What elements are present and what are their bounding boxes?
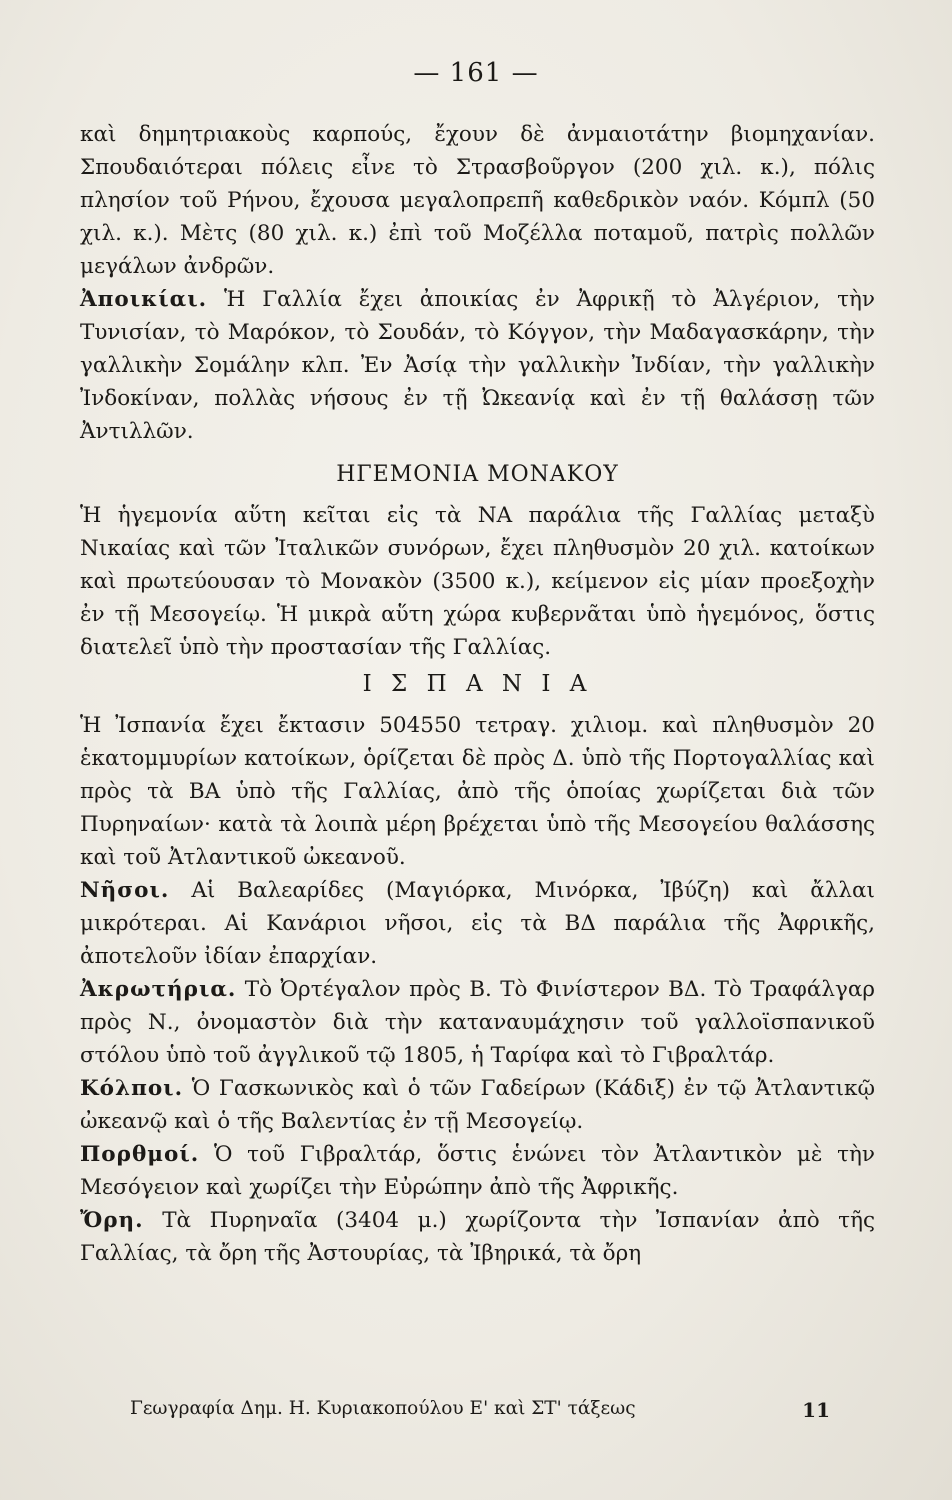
paragraph-gulfs bbox=[80, 1072, 875, 1138]
text-mountains: Τὰ Πυρηναῖα (3404 μ.) χωρίζοντα τὴν Ἰσπανίαν ἀπὸ τῆς Γαλλίας, τὰ ὄρη τῆς Ἀστουρίας, τὰ Ἰβηρικά, τὰ ὄρη bbox=[80, 1208, 875, 1266]
page-number: — 161 — bbox=[413, 58, 539, 88]
paragraph-alsace-cities: καὶ δημητριακοὺς καρπούς, ἔχουν δὲ ἀνμαιοτάτην βιομηχανίαν. Σπουδαιότεραι πόλεις εἶνε τὸ Στρασβοῦργον (200 χιλ. κ.), πόλις πλησίον τοῦ Ρήνου, ἔχουσα μεγαλοπρεπῆ καθεδρικὸν ναόν. Κόμπλ (50 χιλ. κ.). Μὲτς (80 χιλ. κ.) ἐπὶ τοῦ Μοζέλλα ποταμοῦ, πατρὶς πολλῶν μεγάλων ἀνδρῶν. bbox=[80, 122, 875, 279]
text-colonies: Ἡ Γαλλία ἔχει ἀποικίας ἐν Ἀφρικῇ τὸ Ἀλγέριον, τὴν Τυνισίαν, τὸ Μαρόκον, τὸ Σουδάν, τὸ Κόγγον, τὴν Μαδαγασκάρην, τὴν γαλλικὴν Σομάλην κλπ. Ἐν Ἀσίᾳ τὴν γαλλικὴν Ἰνδίαν, τὴν γαλλικὴν Ἰνδοκίναν, πολλὰς νήσους ἐν τῇ Ὠκεανίᾳ καὶ ἐν τῇ θαλάσσῃ τῶν Ἀντιλλῶν. bbox=[80, 287, 875, 444]
footer-title: Γεωγραφία Δημ. Η. Κυριακοπούλου Ε' καὶ ΣΤ' τάξεως bbox=[130, 1398, 636, 1419]
paragraph-monaco: Ἡ ἡγεμονία αὕτη κεῖται εἰς τὰ ΝΑ παράλια τῆς Γαλλίας μεταξὺ Νικαίας καὶ τῶν Ἰταλικῶν συνόρων, ἔχει πληθυσμὸν 20 χιλ. κατοίκων καὶ πρωτεύουσαν τὸ Μονακὸν (3500 κ.), κείμενον εἰς μίαν προεξοχὴν ἐν τῇ Μεσογείῳ. Ἡ μικρὰ αὕτη χώρα κυβερνᾶται ὑπὸ ἡγεμόνος, ὅστις διατελεῖ ὑπὸ τὴν προστασίαν τῆς Γαλλίας. bbox=[80, 503, 875, 660]
lead-straits: Πορθμοί. bbox=[80, 1142, 200, 1167]
paragraph-mountains bbox=[80, 1204, 875, 1270]
text-islands: Αἱ Βαλεαρίδες (Μαγιόρκα, Μινόρκα, Ἰβύζη) καὶ ἄλλαι μικρότεραι. Αἱ Κανάριοι νῆσοι, εἰς τὰ ΒΔ παράλια τῆς Ἀφρικῆς, ἀποτελοῦν ἰδίαν ἐπαρχίαν. bbox=[80, 878, 875, 969]
lead-colonies: Ἀποικίαι. bbox=[80, 287, 208, 312]
paragraph-spain-intro: Ἡ Ἰσπανία ἔχει ἔκτασιν 504550 τετραγ. χιλιομ. καὶ πληθυσμὸν 20 ἑκατομμυρίων κατοίκων, ὁρίζεται δὲ πρὸς Δ. ὑπὸ τῆς Πορτογαλλίας καὶ πρὸς τὰ ΒΑ ὑπὸ τῆς Γαλλίας, ἀπὸ τῆς ὁποίας χωρίζεται διὰ τῶν Πυρηναίων· κατὰ τὰ λοιπὰ μέρη βρέχεται ὑπὸ τῆς Μεσογείου θαλάσσης καὶ τοῦ Ἀτλαντικοῦ ὠκεανοῦ. bbox=[80, 713, 875, 870]
text-straits: Ὁ τοῦ Γιβραλτάρ, ὅστις ἑνώνει τὸν Ἀτλαντικὸν μὲ τὴν Μεσόγειον καὶ χωρίζει τὴν Εὐρώπην ἀπὸ τῆς Ἀφρικῆς. bbox=[80, 1142, 875, 1200]
paragraph-colonies bbox=[80, 283, 875, 448]
text-capes: Τὸ Ὀρτέγαλον πρὸς Β. Τὸ Φινίστερον ΒΔ. Τὸ Τραφάλγαρ πρὸς Ν., ὀνομαστὸν διὰ τὴν καταναυμάχησιν τοῦ γαλλοϊσπανικοῦ στόλου ὑπὸ τοῦ ἀγγλικοῦ τῷ 1805, ἡ Ταρίφα καὶ τὸ Γιβραλτάρ. bbox=[80, 977, 875, 1068]
paragraph-islands bbox=[80, 874, 875, 973]
lead-capes: Ἀκρωτήρια. bbox=[80, 977, 237, 1002]
text-gulfs: Ὁ Γασκωνικὸς καὶ ὁ τῶν Γαδείρων (Κάδιξ) ἐν τῷ Ἀτλαντικῷ ὠκεανῷ καὶ ὁ τῆς Βαλεντίας ἐν τῇ Μεσογείῳ. bbox=[80, 1076, 875, 1134]
heading-monaco: ΗΓΕΜΟΝΙΑ ΜΟΝΑΚΟΥ bbox=[336, 462, 619, 487]
paragraph-straits bbox=[80, 1138, 875, 1204]
body-text bbox=[80, 118, 875, 1270]
paragraph-capes bbox=[80, 973, 875, 1072]
lead-gulfs: Κόλποι. bbox=[80, 1076, 184, 1101]
page-footer bbox=[130, 1398, 830, 1422]
lead-islands: Νῆσοι. bbox=[80, 878, 170, 903]
heading-spain: Ι Σ Π Α Ν Ι Α bbox=[362, 671, 593, 697]
lead-mountains: Ὄρη. bbox=[80, 1208, 144, 1233]
footer-signature: 11 bbox=[802, 1398, 830, 1422]
